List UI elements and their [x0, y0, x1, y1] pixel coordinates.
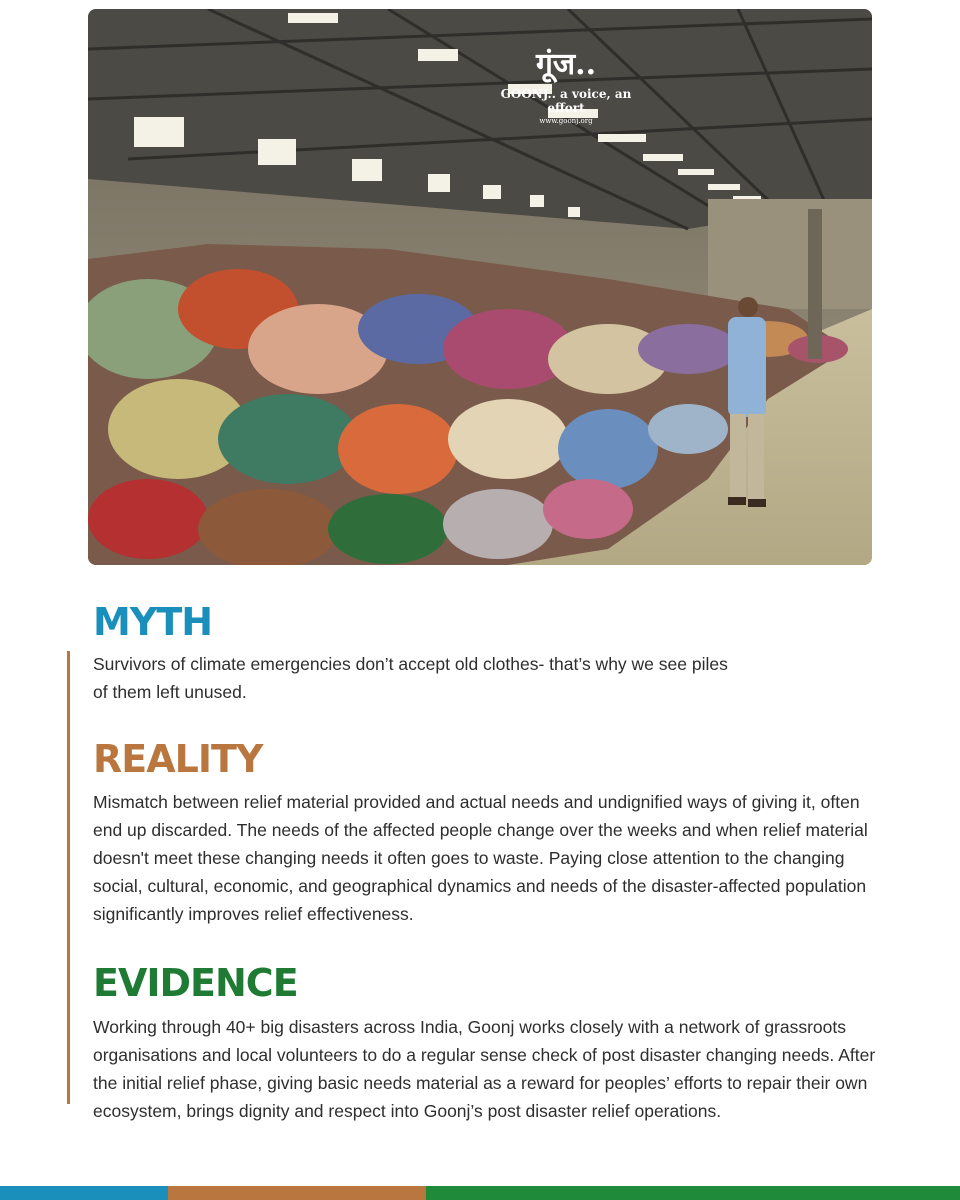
- warehouse-photo: [88, 9, 872, 565]
- warehouse-illustration: [88, 9, 872, 565]
- accent-divider-line: [67, 651, 70, 1104]
- goonj-logo-mark: गूंज..: [535, 47, 597, 82]
- goonj-logo-url: www.goonj.org: [539, 117, 593, 125]
- goonj-logo-tagline: GOONJ.. a voice, an effort: [500, 87, 632, 115]
- myth-text: Survivors of climate emergencies don’t accept old clothes- that’s why we see piles of them left unused.: [93, 654, 728, 702]
- footer-segment-green: [426, 1186, 960, 1200]
- footer-segment-orange: [168, 1186, 426, 1200]
- evidence-heading: EVIDENCE: [93, 961, 298, 1005]
- goonj-logo: [486, 47, 646, 125]
- reality-text: Mismatch between relief material provided and actual needs and undignified ways of giving it, often end up discarded. The needs of the affected people change over the weeks and when relief material doesn't meet these changing needs it often goes to waste. Paying close attention to the changing social, cultural, economic, and geographical dynamics and needs of the disaster-affected population significantly improves relief effectiveness.: [93, 792, 868, 924]
- footer-color-bar: [0, 1186, 960, 1200]
- evidence-text: Working through 40+ big disasters across India, Goonj works closely with a network of grassroots organisations and local volunteers to do a regular sense check of post disaster changing needs. After the initial relief phase, giving basic needs material as a reward for peoples’ efforts to repair their own ecosystem, brings dignity and respect into Goonj’s post disaster relief operations.: [93, 1017, 876, 1121]
- footer-segment-blue: [0, 1186, 168, 1200]
- myth-heading: MYTH: [93, 600, 213, 644]
- reality-heading: REALITY: [93, 737, 263, 781]
